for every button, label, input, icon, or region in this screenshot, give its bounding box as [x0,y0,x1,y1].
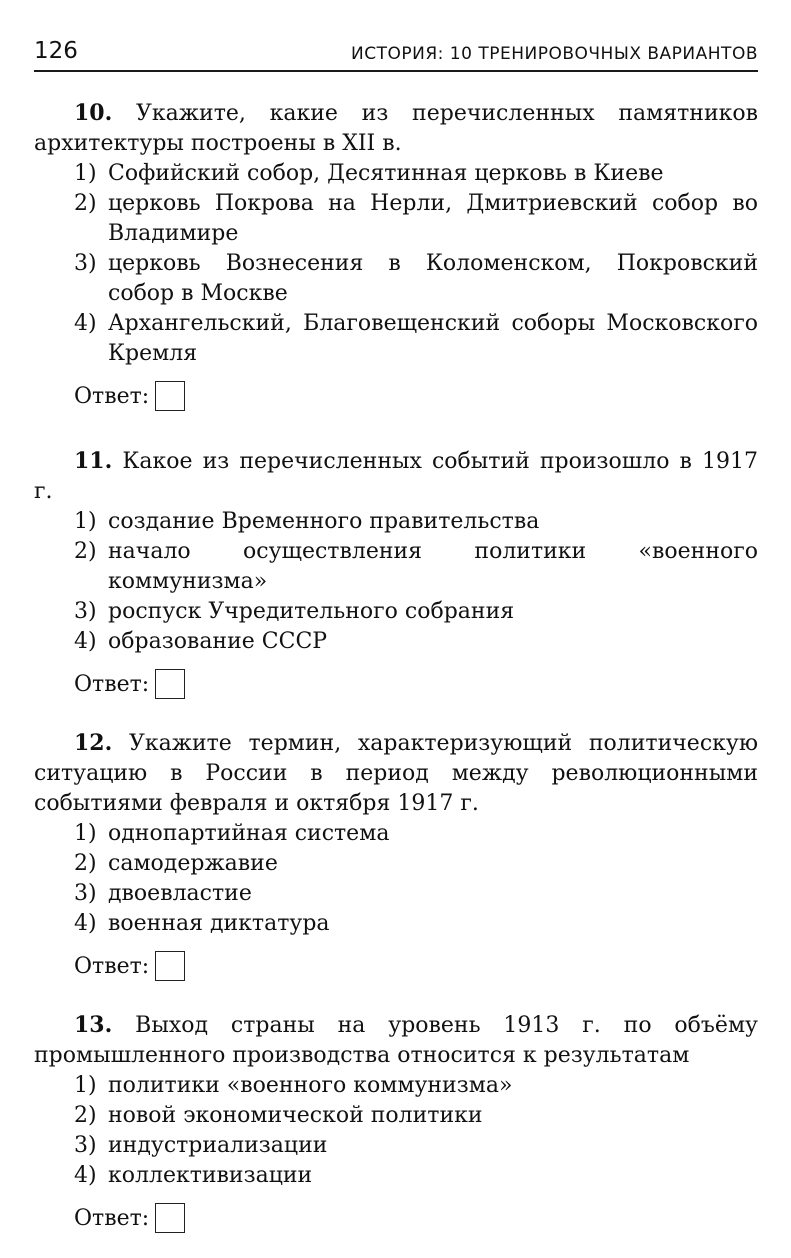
answer-box[interactable] [155,669,185,699]
option-4 [74,627,758,657]
option-3 [74,249,758,309]
option-1 [74,1071,758,1101]
option-text: начало осуществления политики «военного коммунизма» [108,539,758,594]
question-text [34,98,758,159]
option-text: политики «военного коммунизма» [108,1073,513,1098]
option-number: 1) [74,161,97,186]
option-text: самодержавие [108,851,278,876]
option-text: двоевластие [108,881,252,906]
option-1 [74,819,758,849]
running-title: ИСТОРИЯ: 10 ТРЕНИРОВОЧНЫХ ВАРИАНТОВ [351,44,758,64]
answer-box[interactable] [155,1203,185,1233]
answer-box[interactable] [155,951,185,981]
page-number: 126 [34,38,78,64]
option-4 [74,309,758,369]
option-text: Архангельский, Благовещенский соборы Московского Кремля [108,311,758,366]
options-list [34,159,758,369]
option-text: церковь Покрова на Нерли, Дмитриевский собор во Владимире [108,191,758,246]
option-number: 3) [74,881,97,906]
option-number: 1) [74,509,97,534]
option-3 [74,879,758,909]
option-text: индустриализации [108,1133,328,1158]
option-text: создание Временного правительства [108,509,540,534]
question-number: 10. [74,100,113,126]
question-text [34,1010,758,1071]
question-prompt: Укажите термин, характеризующий политическую ситуацию в России в период между революционными событиями февраля и октября 1917 г. [34,731,758,816]
option-3 [74,1131,758,1161]
option-3 [74,597,758,627]
question-text [34,728,758,819]
answer-label: Ответ: [74,953,150,979]
answer-row [34,667,758,701]
option-number: 4) [74,311,97,336]
question-10 [34,98,758,413]
question-12 [34,728,758,983]
option-number: 4) [74,911,97,936]
option-text: однопартийная система [108,821,390,846]
option-4 [74,909,758,939]
option-text: коллективизации [108,1163,313,1188]
question-number: 12. [74,730,113,756]
option-number: 3) [74,599,97,624]
answer-box[interactable] [155,381,185,411]
option-number: 2) [74,191,97,216]
answer-label: Ответ: [74,383,150,409]
question-prompt: Выход страны на уровень 1913 г. по объёму промышленного производства относится к результатам [34,1013,758,1068]
answer-label: Ответ: [74,671,150,697]
option-1 [74,507,758,537]
option-number: 4) [74,629,97,654]
option-4 [74,1161,758,1191]
option-2 [74,849,758,879]
option-number: 2) [74,851,97,876]
options-list [34,819,758,939]
option-text: образование СССР [108,629,328,654]
option-number: 2) [74,1103,97,1128]
question-text [34,446,758,507]
options-list [34,1071,758,1191]
option-number: 3) [74,251,97,276]
option-text: Софийский собор, Десятинная церковь в Киеве [108,161,664,186]
question-prompt: Укажите, какие из перечисленных памятников архитектуры построены в XII в. [34,101,759,156]
question-13 [34,1010,758,1235]
options-list [34,507,758,657]
option-text: военная диктатура [108,911,330,936]
option-2 [74,1101,758,1131]
question-number: 11. [74,448,113,474]
option-number: 4) [74,1163,97,1188]
option-number: 3) [74,1133,97,1158]
option-text: роспуск Учредительного собрания [108,599,515,624]
option-number: 2) [74,539,97,564]
option-text: новой экономической политики [108,1103,483,1128]
page-header [34,28,758,72]
option-number: 1) [74,1073,97,1098]
answer-row [34,1201,758,1235]
question-11 [34,446,758,701]
option-number: 1) [74,821,97,846]
option-2 [74,537,758,597]
answer-row [34,379,758,413]
question-number: 13. [74,1012,113,1038]
answer-row [34,949,758,983]
question-prompt: Какое из перечисленных событий произошло в 1917 г. [34,449,758,504]
option-1 [74,159,758,189]
option-2 [74,189,758,249]
option-text: церковь Вознесения в Коломенском, Покровский собор в Москве [108,251,758,306]
answer-label: Ответ: [74,1205,150,1231]
